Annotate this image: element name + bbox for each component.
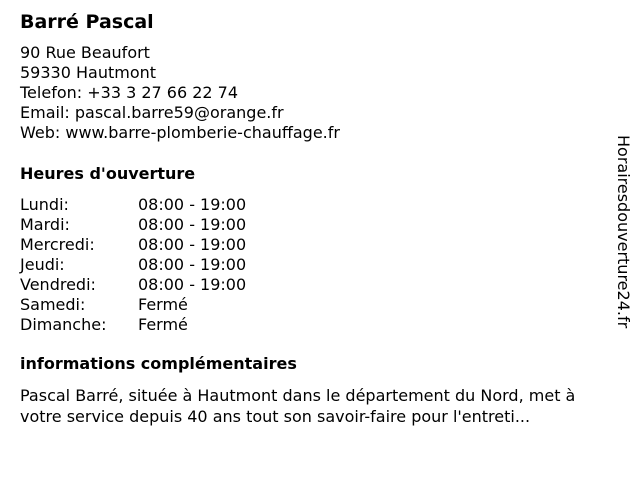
business-card	[20, 10, 620, 427]
site-watermark: Horairesdouverture24.fr	[614, 135, 633, 329]
address-street: 90 Rue Beaufort	[20, 43, 150, 62]
day-hours: Fermé	[138, 295, 188, 314]
phone-line[interactable]: Telefon: +33 3 27 66 22 74	[20, 83, 239, 102]
hours-row-thursday	[20, 255, 620, 275]
additional-info-heading: informations complémentaires	[20, 354, 297, 373]
hours-row-saturday	[20, 295, 620, 315]
day-label: Lundi:	[20, 195, 69, 214]
day-hours: Fermé	[138, 315, 188, 334]
address-city: 59330 Hautmont	[20, 63, 157, 82]
description-line: votre service depuis 40 ans tout son savoir-faire pour l'entreti...	[20, 407, 531, 426]
hours-row-sunday	[20, 315, 620, 335]
hours-row-monday	[20, 195, 620, 215]
day-label: Mercredi:	[20, 235, 95, 254]
day-hours: 08:00 - 19:00	[138, 235, 247, 254]
day-hours: 08:00 - 19:00	[138, 195, 247, 214]
email-line[interactable]: Email: pascal.barre59@orange.fr	[20, 103, 284, 122]
contact-block	[20, 43, 620, 143]
day-hours: 08:00 - 19:00	[138, 255, 247, 274]
description-text	[20, 385, 620, 427]
hours-row-friday	[20, 275, 620, 295]
hours-row-tuesday	[20, 215, 620, 235]
day-hours: 08:00 - 19:00	[138, 215, 247, 234]
hours-row-wednesday	[20, 235, 620, 255]
day-label: Samedi:	[20, 295, 86, 314]
opening-hours-heading: Heures d'ouverture	[20, 164, 196, 183]
day-label: Mardi:	[20, 215, 70, 234]
website-line[interactable]: Web: www.barre-plomberie-chauffage.fr	[20, 123, 340, 142]
business-name: Barré Pascal	[20, 11, 154, 33]
opening-hours-table	[20, 195, 620, 335]
day-hours: 08:00 - 19:00	[138, 275, 247, 294]
description-line: Pascal Barré, située à Hautmont dans le département du Nord, met à	[20, 386, 576, 405]
day-label: Jeudi:	[20, 255, 65, 274]
day-label: Vendredi:	[20, 275, 96, 294]
day-label: Dimanche:	[20, 315, 107, 334]
